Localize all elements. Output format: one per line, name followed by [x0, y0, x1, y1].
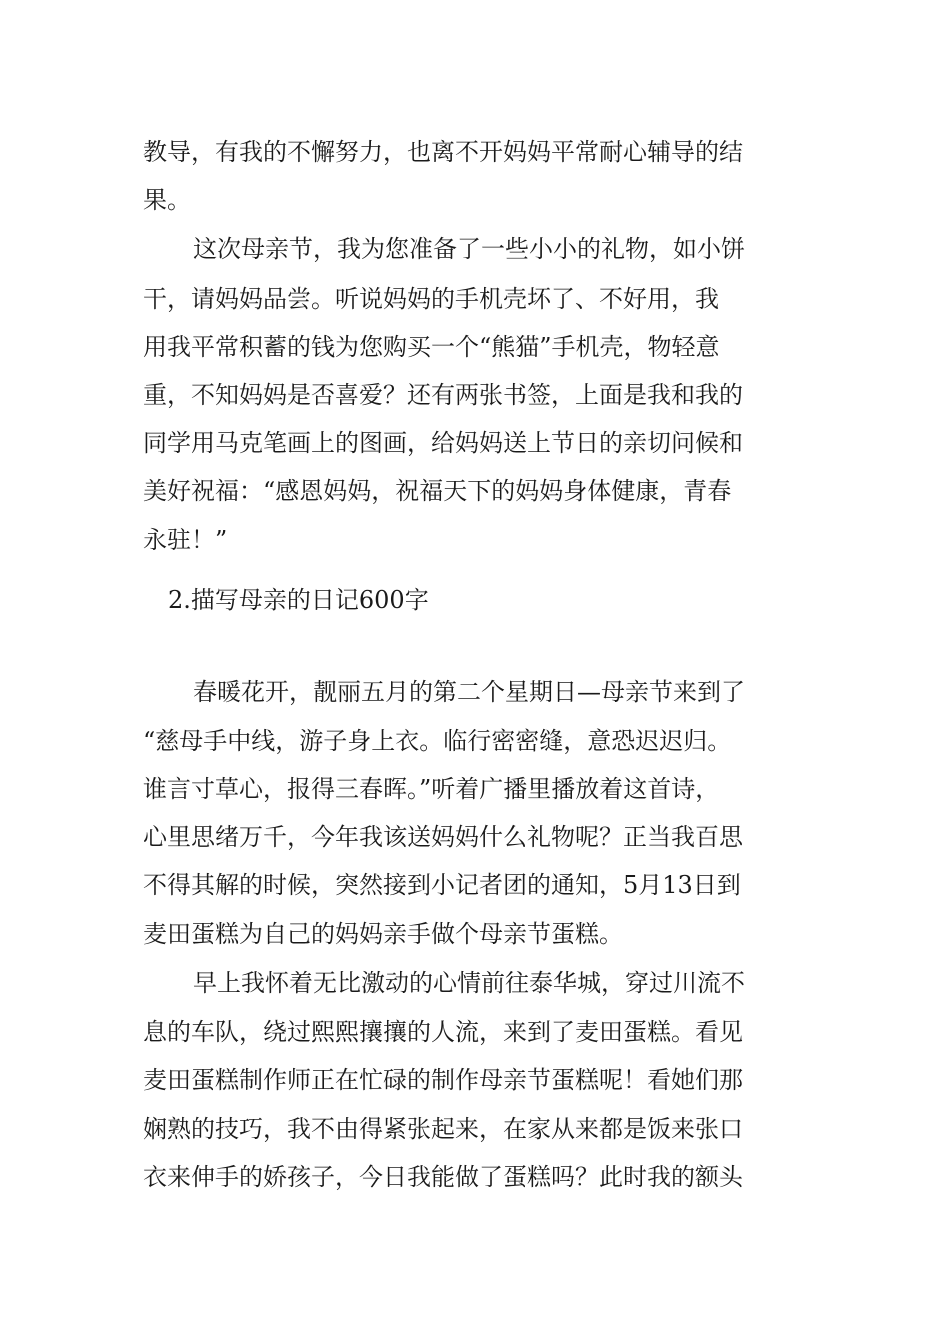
- text-line: 谁言寸草心，报得三春晖。”听着广播里播放着这首诗，: [143, 775, 720, 803]
- text-line: 衣来伸手的娇孩子，今日我能做了蛋糕吗？此时我的额头: [143, 1163, 743, 1191]
- text-line: 果。: [143, 186, 191, 214]
- text-line: 息的车队，绕过熙熙攘攘的人流，来到了麦田蛋糕。看见: [143, 1018, 743, 1046]
- section-heading: 2.描写母亲的日记600字: [168, 586, 429, 614]
- text-line: 早上我怀着无比激动的心情前往泰华城，穿过川流不: [193, 969, 745, 997]
- text-line: 娴熟的技巧，我不由得紧张起来，在家从来都是饭来张口: [143, 1115, 743, 1143]
- text-line: 麦田蛋糕制作师正在忙碌的制作母亲节蛋糕呢！看她们那: [143, 1066, 743, 1094]
- text-line: 干，请妈妈品尝。听说妈妈的手机壳坏了、不好用，我: [143, 285, 719, 313]
- text-line: 麦田蛋糕为自己的妈妈亲手做个母亲节蛋糕。: [143, 920, 623, 948]
- text-line: 同学用马克笔画上的图画，给妈妈送上节日的亲切问候和: [143, 429, 743, 457]
- text-line: 美好祝福：“感恩妈妈，祝福天下的妈妈身体健康，青春: [143, 477, 732, 505]
- text-line: 重，不知妈妈是否喜爱？还有两张书签，上面是我和我的: [143, 381, 743, 409]
- text-line: 教导，有我的不懈努力，也离不开妈妈平常耐心辅导的结: [143, 138, 743, 166]
- text-line: 用我平常积蓄的钱为您购买一个“熊猫”手机壳，物轻意: [143, 333, 720, 361]
- text-line: 心里思绪万千，今年我该送妈妈什么礼物呢？正当我百思: [143, 823, 743, 851]
- text-line: 春暖花开，靓丽五月的第二个星期日—母亲节来到了: [193, 678, 745, 706]
- text-line: 不得其解的时候，突然接到小记者团的通知，5月13日到: [143, 871, 741, 899]
- text-line: 这次母亲节，我为您准备了一些小小的礼物，如小饼: [193, 235, 745, 263]
- text-line: “慈母手中线，游子身上衣。临行密密缝，意恐迟迟归。: [143, 727, 732, 755]
- text-line: 永驻！”: [143, 526, 228, 554]
